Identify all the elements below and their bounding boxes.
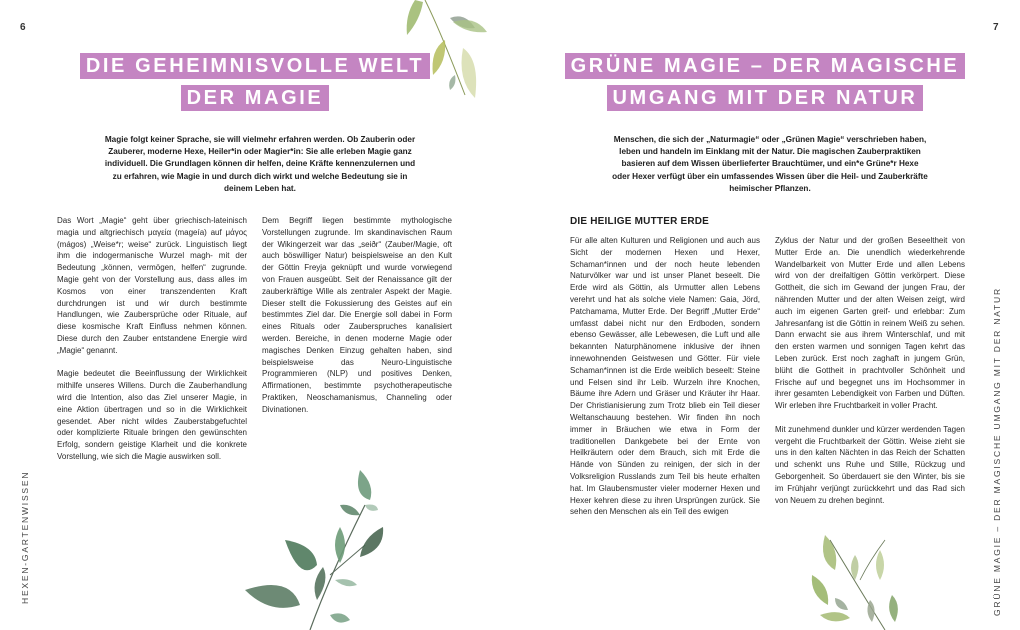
left-page-title (85, 53, 425, 111)
paragraph: Mit zunehmend dunkler und kürzer werdenden Tagen vergeht die Fruchtbarkeit der Göttin. Weise zieht sie uns in den kalten Nächten in das Reich der Schatten und schenkt uns Ruhe und Stille, Rückzug und Geborgenheit. So überdauert sie den Winter, bis sie im Frühjahr verjüngt zurückkehrt und das Rad sich von Neuem zu drehen beginnt. (775, 424, 965, 505)
right-intro-text: Menschen, die sich der „Naturmagie“ oder „Grünen Magie“ verschrieben haben, leben und handeln im Einklang mit der Natur. Die magischen Zauberpraktiken basieren auf dem Wissen überlieferter Brauchtümer, und ein*e Grüne*r Hexe oder Hexer verfügt über ein umfassendes Wissen über die Heil- und Zauberkräfte heimischer Pflanzen. (612, 135, 928, 193)
running-head-right: GRÜNE MAGIE – DER MAGISCHE UMGANG MIT DER NATUR (992, 287, 1002, 616)
page-number-right: 7 (993, 22, 999, 33)
left-column-2 (262, 215, 452, 427)
paragraph: Für alle alten Kulturen und Religionen und auch aus Sicht der modernen Hexen und Hexer, Schaman*innen und der noch heute lebenden Naturvölker war und ist unser Planet beseelt. Die Erde wird als Göttin, als Urmutter allen Lebens verehrt und hat als solche viele Namen: Gaia, Jörd, Patchamama, Mutter Erde. Der Begriff „Mutter Erde“ umfasst dabei nicht nur den Erdboden, sondern ebenso Gewässer, alle Lebewesen, die Luft und alle bekannten Naturphänomene inklusive der ihnen innewohnenden Geistwesen und Götter. Für viele Schaman*innen ist die Erde weiblich beseelt: Steine und Felsen sind ihr Leib. Wurzeln ihre Knochen, Bäume ihre Adern und Gräser und Kräuter ihr Haar. Der Christianisierung zum Trotz blieb ein Teil dieser Weltanschauung bestehen. Wir finden ihn noch immer in Bräuchen wie etwa in Form der traditionellen Dankgebete bei der Ernte von Heilkräutern oder dem Brauch, sich mit Erde die Hände von Sünden zu reinigen, der sich in der Volksreligion Russlands zum Teil bis heute erhalten hat. Im Glaubensmuster vieler moderner Hexen und Hexer kehren diese zu ihren Ursprüngen zurück. Sie sehen den Menschen als ein Teil des ewigen (570, 236, 760, 517)
paragraph: Magie bedeutet die Beeinflussung der Wirklichkeit mithilfe unseres Willens. Durch die Zauberhandlung wird die Intention, also das Ziel unserer Magie, in eine Aktion übertragen und so in die Wirklichkeit gesendet. Aber nicht wildes Zauberstabgefuchtel oder komplizierte Rituale bringen den gewünschten Erfolg, sondern geistige Klarheit und die konkrete Vorstellung, wie sich die Magie auswirken soll. (57, 369, 247, 461)
title-line-2: UMGANG MIT DER NATUR (607, 85, 924, 111)
leaf-branch-top-icon (395, 0, 495, 105)
paragraph: Dem Begriff liegen bestimmte mythologische Vorstellungen zugrunde. Im skandinavischen Raum der Wikingerzeit war das „seiðr“ (Zauber/Magie, oft auch böswilliger Natur) beispielsweise an den Kult der Göttin Freyja geknüpft und wurde vorwiegend von Frauen ausgeübt. Seit der Renaissance gilt der zauberkräftige Wille als zentraler Aspekt der Magie. Dieser stellt die Fokussierung des Geistes auf ein bestimmtes Ziel dar. Die Energie soll dabei in Form eines Rituals oder Zauberspruches kanalisiert werden. Bereiche, in denen moderne Magie oder magisches Denken Einzug gehalten haben, sind beispielsweise das Neuro-Linguistische Programmieren (NLP) und positives Denken, Affirmationen, bestimmte psychotherapeutische Praktiken, Neoschamanismus, Channeling oder Divinationen. (262, 216, 452, 414)
left-intro-text: Magie folgt keiner Sprache, sie will vielmehr erfahren werden. Ob Zauberin oder Zauberer, moderne Hexe, Heiler*in oder Magier*in: Sie alle erleben Magie ganz individuell. Die Grundlagen können dir helfen, deine Kräfte kennenzulernen und zu erfahren, wie Magie in und durch dich wirkt und welche Bedeutung sie in deinem Leben hat. (104, 135, 416, 193)
title-line-2: DER MAGIE (181, 85, 330, 111)
running-head-left: HEXEN-GARTENWISSEN (20, 470, 30, 604)
section-heading: DIE HEILIGE MUTTER ERDE (570, 216, 710, 227)
right-column-2 (775, 235, 965, 518)
page-number-left: 6 (20, 22, 26, 33)
leaf-branch-bottom-right-icon (800, 530, 910, 630)
right-page-title (570, 53, 960, 111)
left-column-1 (57, 215, 247, 475)
title-line-1: GRÜNE MAGIE – DER MAGISCHE (565, 53, 966, 79)
paragraph: Zyklus der Natur und der großen Beseeltheit von Mutter Erde an. Die unendlich wiederkehrende Wandelbarkeit von Mutter Erde und allen Lebens wird von der dreifaltigen Göttin verkörpert. Diese Gottheit, die sich im Gewand der jungen Frau, der nährenden Mutter und der alten Weisen zeigt, wird auch im eigenen Garten greif- und erlebbar: Zum Jahresanfang ist die Göttin in reinem Weiß zu sehen. Dann erwacht sie aus ihrem Winterschlaf, und mit den ersten warmen und sonnigen Tagen kehrt das Leben zurück. Erst noch zaghaft in jungem Grün, blüht die Gottheit in prachtvoller Schönheit und Frische auf und begegnet uns im Hochsommer in ihrer gesamten Lebendigkeit von Farben und Düften. Wir erleben ihre Fruchtbarkeit in voller Pracht. (775, 236, 965, 411)
right-column-1 (570, 235, 760, 530)
paragraph: Das Wort „Magie“ geht über griechisch-lateinisch magia und altgriechisch μαγεία (mageía) auf μάγος (mágos) „Weise*r; weise“ zurück. Linguistisch liegt ihm die indogermanische Wurzel magh- mit der Bedeutung „können, vermögen, helfen“ zugrunde. Magie geht von der Vorstellung aus, dass alles im Kosmos von einer transzendenten Kraft durchdrungen ist und wir durch bestimmte Handlungen, wie Zaubersprüche oder Rituale, auf diese kosmische Kraft Einfluss nehmen können. Diese durch den Zauber entstandene Energie wird „Magie“ genannt. (57, 216, 247, 355)
title-line-1: DIE GEHEIMNISVOLLE WELT (80, 53, 430, 79)
leaf-branch-bottom-left-icon (235, 465, 400, 630)
